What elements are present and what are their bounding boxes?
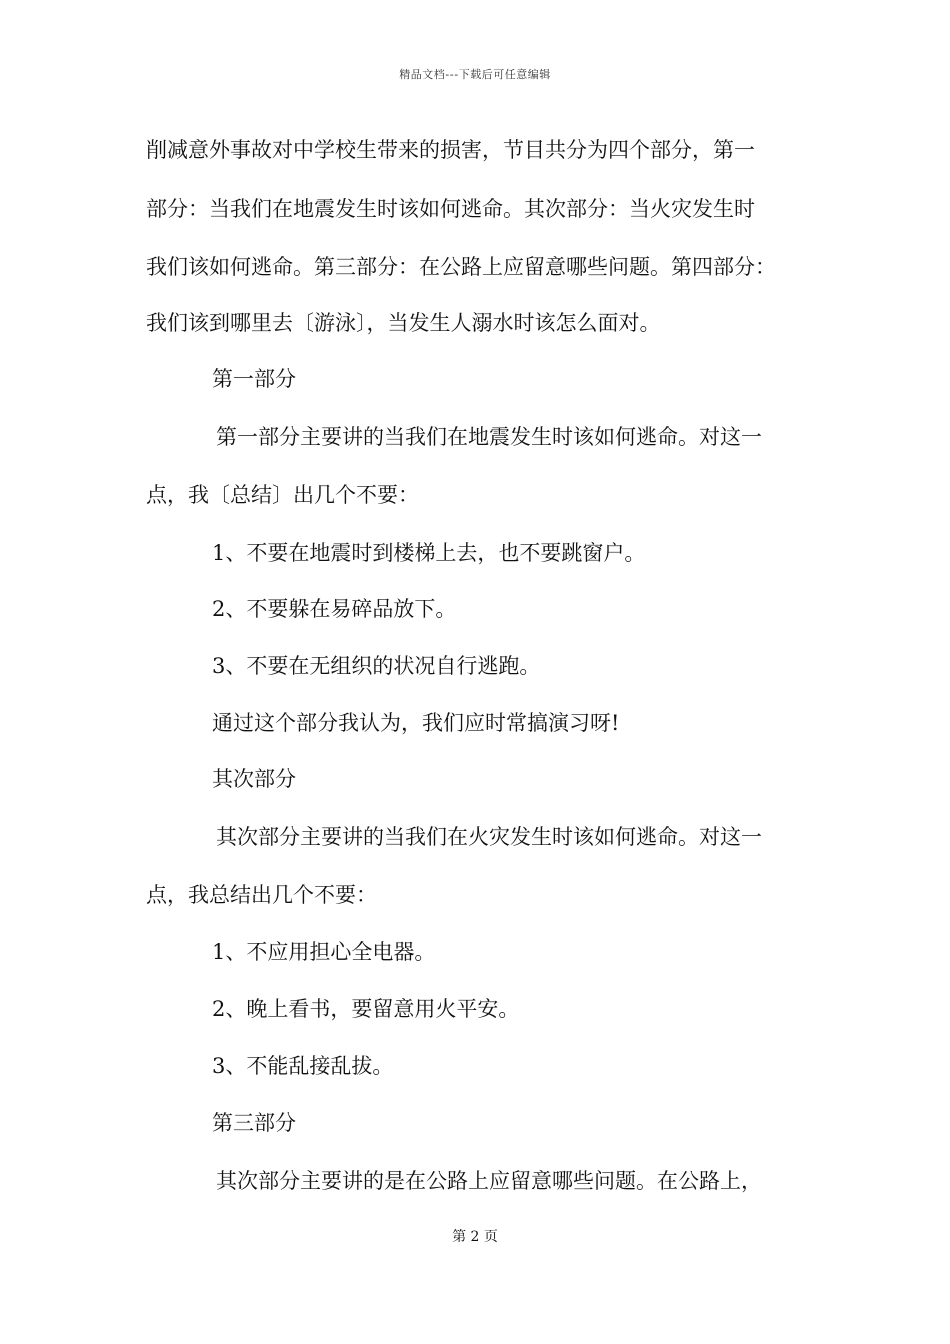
paragraph-line: 我们该如何逃命。第三部分：在公路上应留意哪些问题。第四部分：	[146, 255, 776, 279]
paragraph-line: 我们该到哪里去〔游泳〕，当发生人溺水时该怎么面对。	[146, 311, 661, 335]
list-item: 2、晚上看书，要留意用火平安。	[212, 997, 520, 1021]
list-item: 3、不能乱接乱拔。	[212, 1054, 394, 1078]
paragraph-line: 削减意外事故对中学校生带来的损害，节目共分为四个部分，第一	[146, 138, 755, 162]
list-item: 1、不应用担心全电器。	[212, 940, 436, 964]
paragraph-line: 其次部分主要讲的是在公路上应留意哪些问题。在公路上，	[216, 1169, 762, 1193]
paragraph-line: 第一部分主要讲的当我们在地震发生时该如何逃命。对这一	[216, 425, 762, 449]
page-number: 第 2 页	[452, 1229, 498, 1245]
paragraph-line: 其次部分主要讲的当我们在火灾发生时该如何逃命。对这一	[216, 825, 762, 849]
list-item: 1、不要在地震时到楼梯上去，也不要跳窗户。	[212, 541, 646, 565]
paragraph-line: 点，我总结出几个不要：	[146, 883, 377, 907]
list-item: 2、不要躲在易碎品放下。	[212, 597, 457, 621]
section-heading: 第三部分	[212, 1111, 296, 1135]
paragraph-line: 通过这个部分我认为，我们应时常搞演习呀!	[212, 711, 620, 735]
page-header: 精品文档---下载后可任意编辑	[399, 68, 551, 81]
paragraph-line: 部分：当我们在地震发生时该如何逃命。其次部分：当火灾发生时	[146, 197, 755, 221]
paragraph-line: 点，我〔总结〕出几个不要：	[146, 483, 419, 507]
section-heading: 第一部分	[212, 367, 296, 391]
section-heading: 其次部分	[212, 767, 296, 791]
list-item: 3、不要在无组织的状况自行逃跑。	[212, 654, 541, 678]
